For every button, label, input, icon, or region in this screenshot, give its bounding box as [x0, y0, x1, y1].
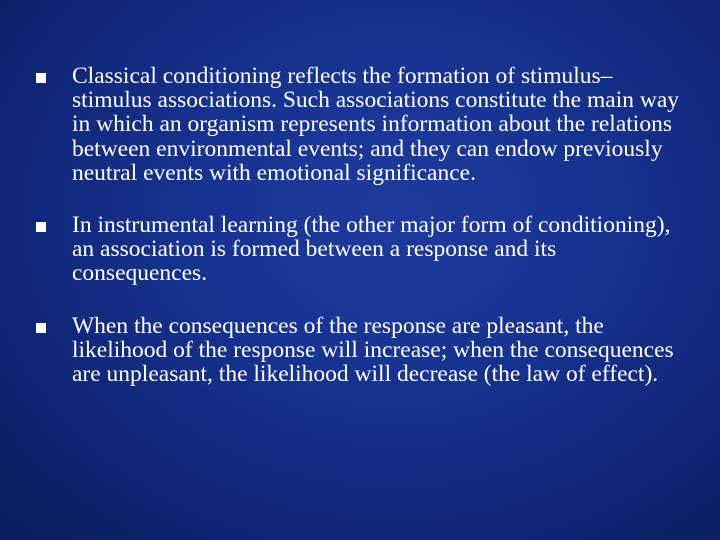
- bullet-text: When the consequences of the response are pleasant, the likelihood of the response will increase; when the consequences are unpleasant, the likelihood will decrease (the law of effect).: [72, 312, 674, 388]
- square-bullet-icon: [36, 323, 46, 333]
- bullet-text: Classical conditioning reflects the formation of stimulus–stimulus associations. Such associations constitute the main way in which an organism represents information about the relations between environmental events; and they can endow previously neutral events with emotional significance.: [72, 63, 680, 186]
- bullet-list: [36, 64, 686, 414]
- square-bullet-icon: [36, 222, 46, 232]
- square-bullet-icon: [36, 73, 46, 83]
- bullet-text: In instrumental learning (the other major form of conditioning), an association is formed between a response and its consequences.: [72, 212, 671, 287]
- bullet-item-classical-conditioning: [36, 64, 686, 185]
- bullet-item-instrumental-learning: [36, 213, 686, 286]
- bullet-item-law-of-effect: [36, 314, 686, 387]
